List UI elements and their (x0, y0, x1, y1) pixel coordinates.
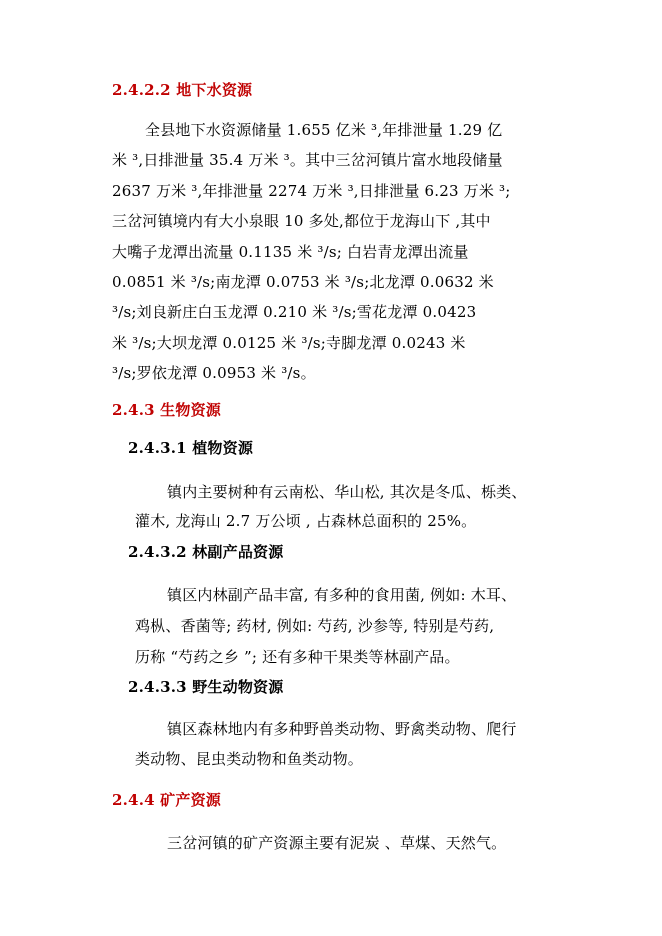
paragraph-line: 鸡枞、香菌等; 药材, 例如: 芍药, 沙参等, 特别是芍药, (135, 617, 495, 635)
paragraph-line: 镇区森林地内有多种野兽类动物、野禽类动物、爬行 (167, 720, 517, 738)
paragraph-line: ³/s;刘良新庄白玉龙潭 0.210 米 ³/s;雪花龙潭 0.0423 (112, 303, 477, 321)
heading-2-4-3-1: 2.4.3.1 植物资源 (128, 439, 254, 457)
paragraph-line: 镇区内林副产品丰富, 有多种的食用菌, 例如: 木耳、 (167, 586, 517, 604)
paragraph-line: 灌木, 龙海山 2.7 万公顷 , 占森林总面积的 25%。 (135, 512, 477, 530)
paragraph-line: 米 ³,日排泄量 35.4 万米 ³。其中三岔河镇片富水地段储量 (112, 151, 503, 169)
paragraph-line: 类动物、昆虫类动物和鱼类动物。 (135, 750, 364, 768)
paragraph-line: 0.0851 米 ³/s;南龙潭 0.0753 米 ³/s;北龙潭 0.0632 米 (112, 273, 494, 291)
paragraph-line: 米 ³/s;大坝龙潭 0.0125 米 ³/s;寺脚龙潭 0.0243 米 (112, 334, 466, 352)
paragraph-line: 三岔河镇境内有大小泉眼 10 多处,都位于龙海山下 ,其中 (112, 212, 491, 230)
heading-2-4-3-3: 2.4.3.3 野生动物资源 (128, 678, 284, 696)
heading-2-4-3-2: 2.4.3.2 林副产品资源 (128, 543, 284, 561)
paragraph-line: 历称 “芍药之乡 ”; 还有多种干果类等林副产品。 (135, 648, 460, 666)
heading-2-4-3: 2.4.3 生物资源 (112, 401, 221, 419)
paragraph-line: 2637 万米 ³,年排泄量 2274 万米 ³,日排泄量 6.23 万米 ³; (112, 182, 511, 200)
paragraph-line: 镇内主要树种有云南松、华山松, 其次是冬瓜、栎类、 (167, 483, 527, 501)
paragraph-line: 全县地下水资源储量 1.655 亿米 ³,年排泄量 1.29 亿 (145, 121, 503, 139)
heading-2-4-2-2: 2.4.2.2 地下水资源 (112, 81, 253, 99)
paragraph-line: 三岔河镇的矿产资源主要有泥炭 、草煤、天然气。 (167, 834, 507, 852)
paragraph-line: 大嘴子龙潭出流量 0.1135 米 ³/s; 白岩青龙潭出流量 (112, 243, 469, 261)
paragraph-line: ³/s;罗依龙潭 0.0953 米 ³/s。 (112, 364, 316, 382)
heading-2-4-4: 2.4.4 矿产资源 (112, 791, 221, 809)
